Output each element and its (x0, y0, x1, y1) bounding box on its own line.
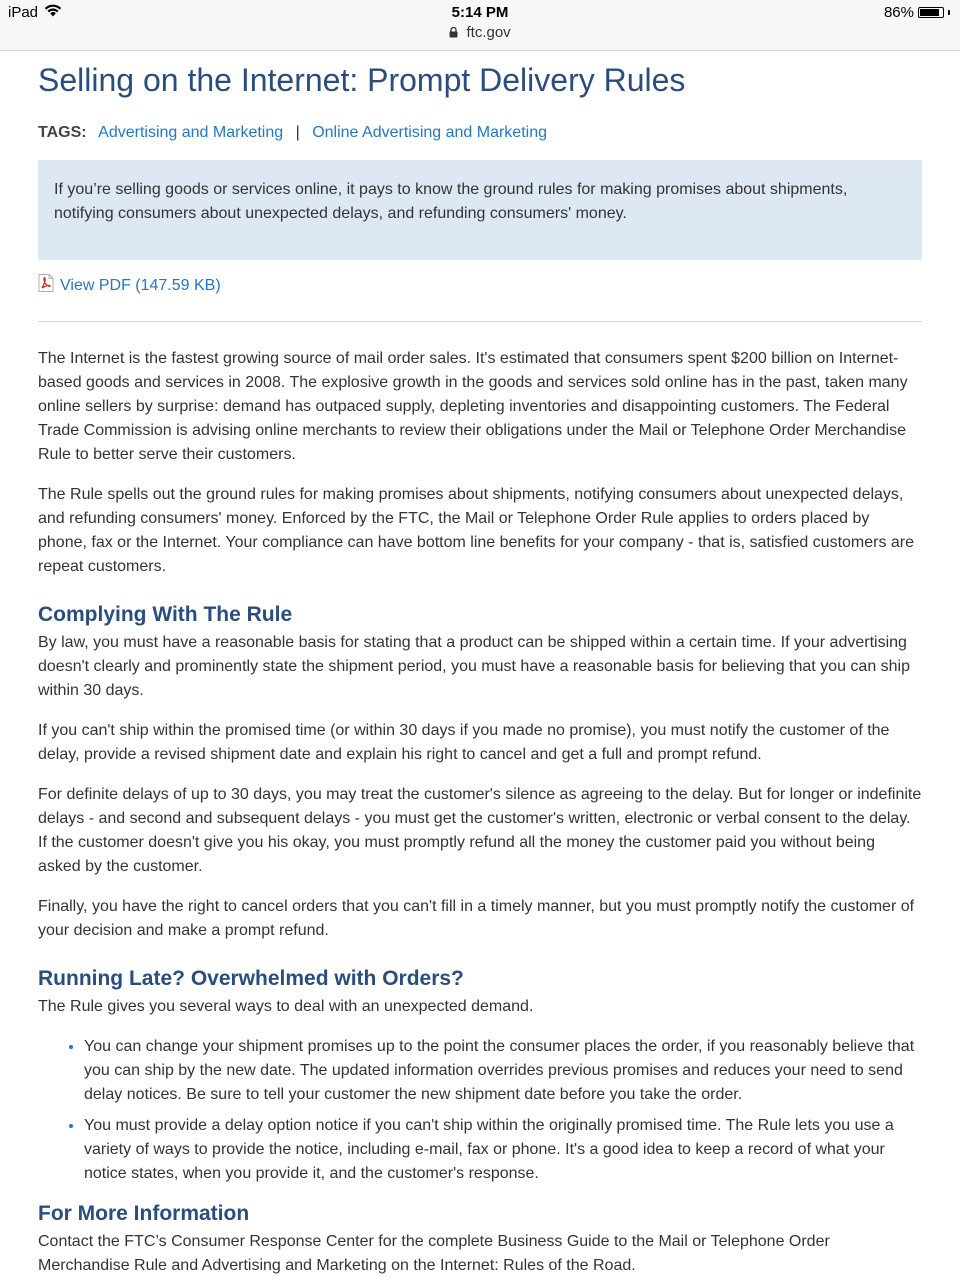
bullet-list (38, 1035, 922, 1186)
page-title: Selling on the Internet: Prompt Delivery Rules (38, 62, 686, 98)
section-intro: The Rule gives you several ways to deal with an unexpected demand. (38, 998, 534, 1015)
status-bar (0, 0, 960, 51)
summary-text: If you’re selling goods or services online, it pays to know the ground rules for making promises about shipments, notifying consumers about unexpected delays, and refunding consumers' money. (54, 181, 848, 222)
address-bar[interactable] (0, 24, 960, 41)
section-paragraph: By law, you must have a reasonable basis for stating that a product can be shipped within a certain time. If your advertising doesn't clearly and prominently state the shipment period, you must have a reasonable basis for believing that you can ship within 30 days. (38, 634, 911, 699)
article (38, 52, 922, 1278)
battery-icon (918, 7, 944, 18)
battery-level (920, 9, 939, 16)
tag-link-online-advertising[interactable]: Online Advertising and Marketing (312, 124, 547, 141)
view-pdf-link[interactable]: View PDF (147.59 KB) (60, 276, 221, 294)
battery-tip (948, 10, 950, 15)
divider (38, 321, 922, 322)
section-paragraph: For definite delays of up to 30 days, you may treat the customer's silence as agreeing to the delay. But for longer or indefinite delays - and second and subsequent delays - you must get the customer's written, electronic or verbal consent to the delay. If the customer doesn't give you his okay, you must promptly refund all the money the customer paid you without being asked by the customer. (38, 786, 922, 875)
list-item: • You can change your shipment promises up to the point the consumer places the order, if you reasonably believe that you can ship by the new date. The updated information overrides previous promises and reduces your need to send delay notices. Be sure to tell your customer the new shipment date before you take the order. (84, 1035, 922, 1107)
lock-icon (449, 24, 466, 41)
intro-paragraph: The Rule spells out the ground rules for making promises about shipments, notifying consumers about unexpected delays, and refunding consumers' money. Enforced by the FTC, the Mail or Telephone Order Rule applies to orders placed by phone, fax or the Internet. Your compliance can have bottom line benefits for your company - that is, satisfied customers are repeat customers. (38, 486, 915, 575)
clock: 5:14 PM (451, 4, 509, 21)
list-item: • You must provide a delay option notice if you can't ship within the originally promised time. The Rule lets you use a variety of ways to provide the notice, including e-mail, fax or phone. It's a good idea to keep a record of what your notice states, when you provide it, and the customer's response. (84, 1114, 922, 1186)
device-name: iPad (8, 4, 39, 21)
section-heading-more-info: For More Information (38, 1202, 250, 1225)
pdf-row (38, 274, 922, 297)
tag-link-advertising[interactable]: Advertising and Marketing (98, 124, 284, 141)
tag-separator: | (295, 124, 300, 141)
section-heading-running-late: Running Late? Overwhelmed with Orders? (38, 967, 464, 990)
pdf-icon[interactable] (38, 274, 54, 297)
intro-paragraph: The Internet is the fastest growing source of mail order sales. It's estimated that consumers spent $200 billion on Internet-based goods and services in 2008. The explosive growth in the goods and services sold online has in the past, taken many online sellers by surprise: demand has outpaced supply, depleting inventories and disappointing customers. The Federal Trade Commission is advising online merchants to review their obligations under the Mail or Telephone Order Merchandise Rule to better serve their customers. (38, 350, 908, 463)
section-heading-complying: Complying With The Rule (38, 603, 293, 626)
section-paragraph: Contact the FTC’s Consumer Response Center for the complete Business Guide to the Mail or Telephone Order Merchandise Rule and Advertising and Marketing on the Internet: Rules of the Road. (38, 1233, 830, 1274)
status-right (884, 4, 950, 21)
url-text: ftc.gov (466, 24, 511, 41)
tags-row (38, 122, 922, 144)
tags-label: TAGS: (38, 124, 87, 141)
battery-percent: 86% (883, 4, 914, 21)
section-paragraph: Finally, you have the right to cancel orders that you can't fill in a timely manner, but you must promptly notify the customer of your decision and make a prompt refund. (38, 898, 915, 939)
section-paragraph: If you can't ship within the promised time (or within 30 days if you made no promise), you must notify the customer of the delay, provide a revised shipment date and explain his right to cancel and get a full and prompt refund. (38, 722, 890, 763)
summary-box (38, 160, 922, 260)
